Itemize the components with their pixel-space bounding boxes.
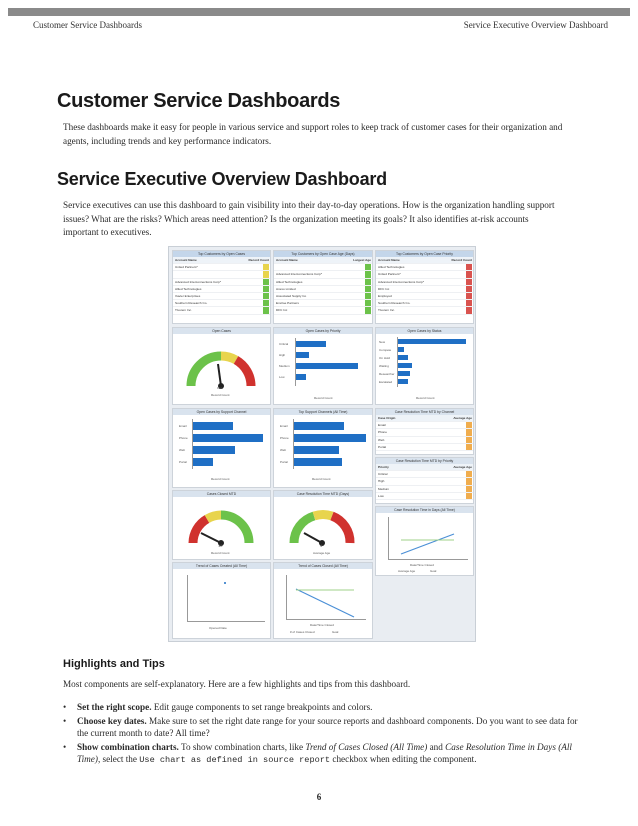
top-customers-priority-panel: Top Customers by Open Case Priority Account Name Record Count Allied Technologies United Partners* Advanced Interconnections Corp* DFC Inc Employed Southern Research Co. Tivorem Inc. [375, 250, 474, 324]
bar [296, 374, 306, 380]
bar [193, 446, 235, 454]
open-cases-gauge-panel [172, 327, 271, 405]
panel-title: Top Customers by Open Case Age (Days) [274, 251, 372, 257]
panel-title: Case Resolution Time MTD by Channel [376, 409, 473, 415]
bar [398, 379, 408, 384]
cases-created-trend-panel: Trend of Cases Created (All Time) Opened Date [172, 562, 271, 639]
section-title: Service Executive Overview Dashboard [57, 169, 387, 189]
panel-title: Open Cases [173, 328, 270, 334]
gauge-label: Record Count [211, 551, 230, 555]
gauge-label: Record Count [211, 393, 230, 397]
open-cases-priority-panel: Open Cases by Priority Critical High Medium Low Record Count [273, 327, 373, 405]
top-customers-case-age-panel: Top Customers by Open Case Age (Days) Account Name Largest Age Advanced Interconnections Corp* Allied Technologies Anexo Limited Associated Supply Co Emcloe Partners DFC Inc [273, 250, 373, 324]
bar [296, 363, 358, 369]
panel-title: Cases Closed MTD [173, 491, 270, 497]
support-channel-panel: Open Cases by Support Channel Email Phone Web Portal Record Count [172, 408, 271, 488]
gauge-value: 12 [218, 543, 223, 548]
panel-title: Case Resolution Time MTD by Priority [376, 458, 473, 464]
header-bar [8, 8, 630, 16]
bar [398, 347, 404, 352]
tips-list [63, 701, 583, 768]
gauge-chart [173, 497, 270, 559]
bar [398, 355, 408, 360]
top-customers-open-cases-panel: Top Customers by Open Cases Account Name Record Count United Partners* Advanced Interconnections Corp* Allied Technologies Xavier Enterprises Southern Research Co. Tivorem Inc. [172, 250, 271, 324]
resolution-time-all-panel: Case Resolution Time in Days (All Time) Date/Time Closed Average Age Goal [375, 506, 474, 576]
line-chart [173, 563, 270, 633]
panel-title: Open Cases by Priority [274, 328, 372, 334]
gauge-chart [274, 497, 372, 559]
panel-title: Top Support Channels (All Time) [274, 409, 372, 415]
panel-title: Top Customers by Open Case Priority [376, 251, 473, 257]
cases-closed-mtd-panel [172, 490, 271, 560]
dashboard-screenshot [168, 246, 476, 642]
bar [398, 363, 412, 368]
bar [398, 339, 466, 344]
bar [296, 341, 326, 347]
bar [294, 422, 344, 430]
gauge-label: Average Age [313, 551, 331, 555]
intro-paragraph: These dashboards make it easy for people in various service and support roles to keep track of customer cases for their organization and agents, including trends and key performance indicators. [63, 122, 563, 146]
page-title: Customer Service Dashboards [57, 90, 341, 112]
panel-title: Open Cases by Support Channel [173, 409, 270, 415]
cases-closed-trend-panel: Trend of Cases Closed (All Time) Date/Time Closed # of Cases Closed Goal [273, 562, 373, 639]
panel-title: Top Customers by Open Cases [173, 251, 270, 257]
bar [193, 458, 213, 466]
gauge-value: 4 [320, 543, 323, 548]
top-support-channels-panel: Top Support Channels (All Time) Email Phone Web Portal Record Count [273, 408, 373, 488]
list-item: • Set the right scope. Edit gauge components to set range breakpoints and colors. [63, 702, 373, 712]
bar [193, 422, 233, 430]
bar [398, 371, 410, 376]
bar [294, 434, 366, 442]
panel-title: Trend of Cases Created (All Time) [173, 563, 270, 569]
list-item: • Choose key dates. Make sure to set the right date range for your source reports and dashboard components. Do you want to see data for the current month to date? All time? [63, 715, 578, 739]
header-left: Customer Service Dashboards [33, 20, 142, 30]
bar [296, 352, 309, 358]
highlights-heading: Highlights and Tips [63, 658, 165, 670]
open-cases-status-panel: Open Cases by Status New Compete On Hold Waiting Researcher Escalated Record Count [375, 327, 474, 405]
panel-title: Case Resolution Time in Days (All Time) [376, 507, 473, 513]
bar [193, 434, 263, 442]
bar [294, 458, 342, 466]
highlights-intro: Most components are self-explanatory. Here are a few highlights and tips from this dashboard. [63, 679, 411, 689]
panel-title: Trend of Cases Closed (All Time) [274, 563, 372, 569]
resolution-time-mtd-panel [273, 490, 373, 560]
gauge-value: 101 [217, 386, 223, 390]
list-item: • Show combination charts. To show combination charts, like Trend of Cases Closed (All Time) and Case Resolution Time in Days (All Time), select the Use chart as defined in source report checkbox when editing the component. [63, 741, 572, 766]
panel-title: Case Resolution Time MTD (Days) [274, 491, 372, 497]
bar [294, 446, 339, 454]
line-chart [376, 507, 473, 567]
resolution-by-channel-panel: Case Resolution Time MTD by Channel Case Origin Average Age Email Phone Web Portal [375, 408, 474, 455]
resolution-by-priority-panel: Case Resolution Time MTD by Priority Priority Average Age Critical High Medium Low [375, 457, 474, 504]
panel-title: Open Cases by Status [376, 328, 473, 334]
overview-paragraph: Service executives can use this dashboard to gain visibility into their day-to-day operations. How is the organization handling support issues? What are the risks? Which areas need attention? Is the organization meeting its goals? It also identifies at-risk accounts important to executives. [63, 200, 555, 237]
header-right: Service Executive Overview Dashboard [463, 20, 608, 30]
page-number: 6 [316, 792, 322, 802]
